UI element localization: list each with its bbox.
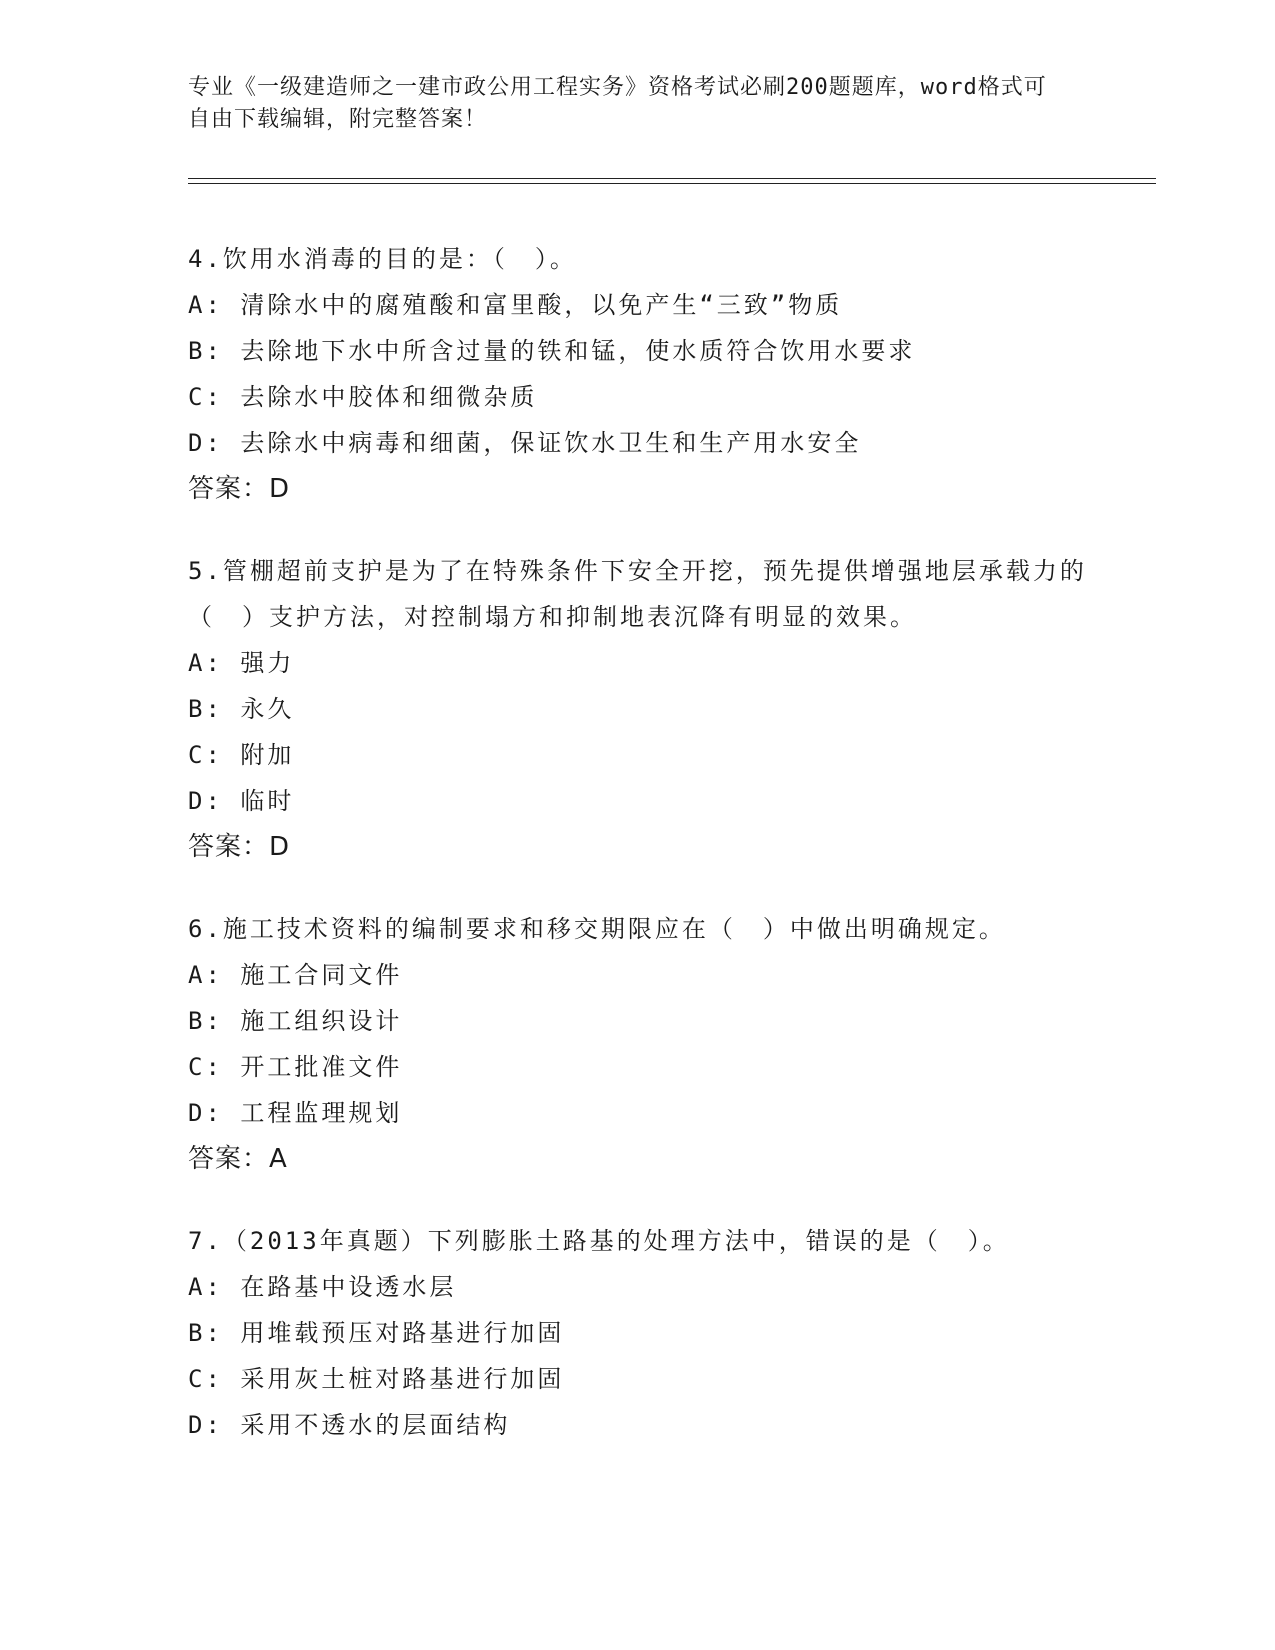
option-b: B: 施工组织设计	[188, 1007, 403, 1035]
option-c: C: 附加	[188, 741, 295, 769]
option-c: C: 开工批准文件	[188, 1053, 403, 1081]
question-6	[188, 906, 1088, 1182]
option-c: C: 去除水中胶体和细微杂质	[188, 383, 538, 411]
answer-label: 答案：A	[188, 1144, 288, 1174]
question-text: 4.饮用水消毒的目的是：（ ）。	[188, 245, 577, 273]
header-divider-top	[188, 178, 1156, 179]
option-a: A: 强力	[188, 649, 295, 677]
answer-label: 答案：D	[188, 832, 291, 862]
question-5	[188, 548, 1088, 870]
question-text: 6.施工技术资料的编制要求和移交期限应在（ ）中做出明确规定。	[188, 915, 1006, 943]
answer-label: 答案：D	[188, 474, 291, 504]
option-b: B: 永久	[188, 695, 295, 723]
document-header: 专业《一级建造师之一建市政公用工程实务》资格考试必刷200题题库，word格式可自由下载编辑，附完整答案！	[188, 75, 1047, 132]
option-a: A: 在路基中设透水层	[188, 1273, 457, 1301]
option-d: D: 去除水中病毒和细菌，保证饮水卫生和生产用水安全	[188, 429, 862, 457]
option-a: A: 施工合同文件	[188, 961, 403, 989]
option-b: B: 去除地下水中所含过量的铁和锰，使水质符合饮用水要求	[188, 337, 916, 365]
option-d: D: 工程监理规划	[188, 1099, 403, 1127]
question-list	[188, 236, 1088, 1484]
question-text: 7.（2013年真题）下列膨胀土路基的处理方法中，错误的是（ ）。	[188, 1227, 1010, 1255]
option-d: D: 采用不透水的层面结构	[188, 1411, 511, 1439]
option-d: D: 临时	[188, 787, 295, 815]
option-a: A: 清除水中的腐殖酸和富里酸，以免产生“三致”物质	[188, 291, 843, 319]
option-c: C: 采用灰土桩对路基进行加固	[188, 1365, 565, 1393]
question-7	[188, 1218, 1088, 1448]
question-text: 5.管棚超前支护是为了在特殊条件下安全开挖，预先提供增强地层承载力的（ ）支护方法，对控制塌方和抑制地表沉降有明显的效果。	[188, 557, 1087, 631]
header-divider-bottom	[188, 183, 1156, 184]
question-4	[188, 236, 1088, 512]
option-b: B: 用堆载预压对路基进行加固	[188, 1319, 565, 1347]
